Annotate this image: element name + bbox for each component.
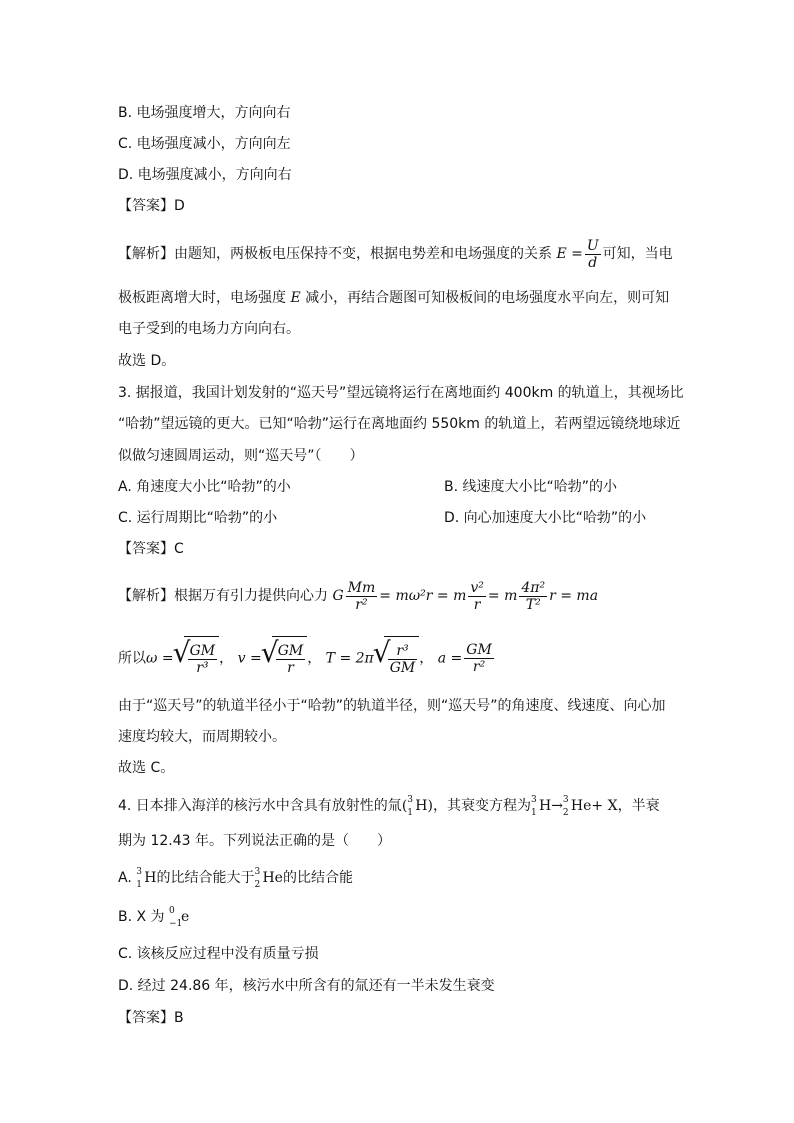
q3-stem-line3: 似做匀速圆周运动，则“巡天号”（ ） [118, 448, 364, 464]
q3-answer [118, 539, 184, 559]
arrow: → [551, 798, 563, 814]
q4-answer [118, 1008, 184, 1028]
q4-option-d: D. 经过 24.86 年，核污水中所含有的氚还有一半未发生衰变 [118, 978, 495, 994]
q3-conclusion: 故选 C。 [118, 760, 175, 776]
answer-value: D [174, 198, 185, 214]
answer-tag: 【答案】 [118, 1010, 174, 1026]
q3-option-b: B. 线速度大小比“哈勃”的小 [444, 479, 618, 495]
q2-option-c: C. 电场强度减小，方向向左 [118, 136, 291, 152]
answer-value: C [174, 541, 184, 557]
analysis-tag: 【解析】 [118, 246, 174, 262]
q3-stem-line2: “哈勃”望远镜的更大。已知“哈勃”运行在离地面约 550km 的轨道上，若两望远镜绕地球近 [118, 416, 681, 432]
answer-value: B [174, 1010, 184, 1026]
q3-stem-line1: 3. 据报道，我国计划发射的“巡天号”望远镜将运行在离地面约 400km 的轨道上，其视场比 [118, 385, 684, 401]
analysis-tag: 【解析】 [118, 588, 174, 604]
q2-analysis-line3: 电子受到的电场力方向向右。 [118, 321, 300, 337]
q4-stem-line1: 4. 日本排入海洋的核污水中含具有放射性的氚( 3 1 H)，其衰变方程为 3 1 H→ 3 2 He+ X，半衰 [118, 795, 660, 818]
q3-analysis-line2: 所以ω = √ $\frac{GM}{\text{r³}}$ ， v = √ $\frac{GM}{r}$ ， T = 2π √ $\frac{\text{r³}}{GM}$ ， a = $\frac{GM}{\text{r²}}$ [118, 636, 496, 681]
q2-analysis-line2: 极板距离增大时，电场强度 E 减小，再结合题图可知极板间的电场强度水平向左，则可知 [118, 290, 670, 306]
answer-tag: 【答案】 [118, 198, 174, 214]
nuclide-tritium: 3 1 H [407, 795, 428, 818]
symbol-e: E [290, 290, 301, 306]
q4-option-c: C. 该核反应过程中没有质量亏损 [118, 946, 319, 962]
fraction-u-over-d: $\frac{U}{d}$ [586, 237, 599, 271]
nuclide-helium3: 3 2 He [562, 795, 592, 818]
analysis-text: 由题知，两极板电压保持不变，根据电势差和电场强度的关系 [174, 246, 552, 262]
q2-analysis-line1 [118, 236, 673, 272]
fraction-v2-over-r: $\frac{\text{v²}}{r}$ [470, 579, 484, 613]
sqrt-omega: √ $\frac{GM}{\text{r³}}$ [184, 636, 220, 681]
q2-answer [118, 196, 185, 216]
q3-option-a: A. 角速度大小比“哈勃”的小 [118, 479, 291, 495]
nuclide-helium3: 3 2 He [254, 867, 283, 890]
sqrt-v: √ $\frac{GM}{r}$ [272, 636, 308, 681]
q4-option-b: B. X 为 0 −1 e [118, 906, 190, 929]
q3-explain-line1: 由于“巡天号”的轨道半径小于“哈勃”的轨道半径，则“巡天号”的角速度、线速度、向心加 [118, 698, 666, 714]
q3-explain-line2: 速度均较大，而周期较小。 [118, 729, 286, 745]
fraction-mm-over-r2: $\frac{Mm}{\text{r²}}$ [347, 579, 376, 613]
q2-conclusion: 故选 D。 [118, 353, 176, 369]
answer-tag: 【答案】 [118, 541, 174, 557]
fraction-gm-over-r2: $\frac{GM}{\text{r²}}$ [466, 642, 492, 675]
q2-option-d: D. 电场强度减小，方向向右 [118, 167, 292, 183]
q2-option-b: B. 电场强度增大，方向向右 [118, 105, 291, 121]
q4-option-a: A. 3 1 H的比结合能大于 3 2 He的比结合能 [118, 867, 353, 890]
q3-option-c: C. 运行周期比“哈勃”的小 [118, 510, 278, 526]
analysis-text: 根据万有引力提供向心力 [174, 588, 328, 604]
fraction-4pi2-over-t2: $\frac{\text{4π²}}{\text{T²}}$ [521, 579, 546, 613]
q3-option-d: D. 向心加速度大小比“哈勃”的小 [444, 510, 647, 526]
nuclide-tritium: 3 1 H [530, 795, 552, 818]
q4-stem-line2: 期为 12.43 年。下列说法正确的是（ ） [118, 833, 391, 849]
nuclide-tritium: 3 1 H [136, 867, 157, 890]
sqrt-t: √ $\frac{\text{r³}}{GM}$ [384, 636, 420, 681]
q3-analysis-line1: 【解析】根据万有引力提供向心力 G $\frac{Mm}{\text{r²}}$ = mω²r = m $\frac{\text{v²}}{r}$ = m $\frac{\text{4π²}}{\text{T²}}$ r = ma [118, 579, 599, 613]
analysis-text: 可知，当电 [602, 246, 673, 262]
nuclide-electron: 0 −1 e [169, 906, 190, 929]
equation-lhs: E = [556, 246, 583, 262]
